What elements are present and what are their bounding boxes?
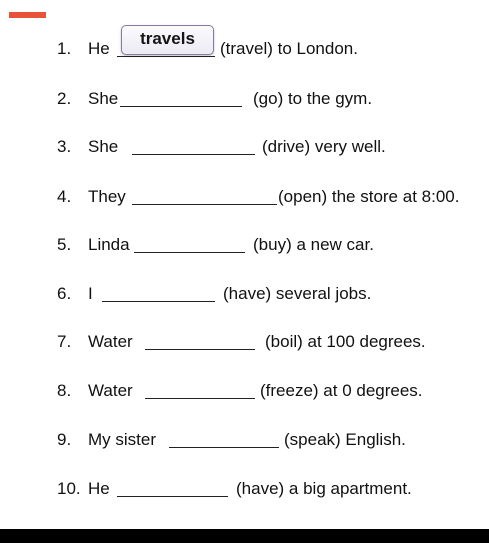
exercise-item-1 xyxy=(0,37,489,61)
item-number: 2. xyxy=(57,89,72,108)
exercise-item-4 xyxy=(0,185,489,209)
item-subject: He xyxy=(88,39,110,58)
item-verb-hint: (travel) to London. xyxy=(220,39,358,58)
item-number: 4. xyxy=(57,187,72,206)
item-number: 10. xyxy=(57,479,81,498)
item-number: 1. xyxy=(57,39,72,58)
item-verb-hint: (buy) a new car. xyxy=(253,235,374,254)
item-subject: She xyxy=(88,137,119,156)
answer-blank[interactable] xyxy=(145,349,255,350)
item-subject: My sister xyxy=(88,430,156,449)
answer-blank[interactable] xyxy=(102,301,215,302)
item-verb-hint: (go) to the gym. xyxy=(253,89,373,108)
item-verb-hint: (drive) very well. xyxy=(262,137,386,156)
exercise-item-7 xyxy=(0,330,489,354)
answer-blank[interactable] xyxy=(145,398,255,399)
item-number: 5. xyxy=(57,235,72,254)
exercise-item-8 xyxy=(0,379,489,403)
answer-blank[interactable] xyxy=(132,154,255,155)
item-verb-hint: (speak) English. xyxy=(284,430,406,449)
item-subject: I xyxy=(88,284,93,303)
answer-blank[interactable] xyxy=(132,204,277,205)
item-number: 8. xyxy=(57,381,72,400)
answer-blank[interactable] xyxy=(169,447,279,448)
exercise-item-3 xyxy=(0,135,489,159)
exercise-item-6 xyxy=(0,282,489,306)
item-number: 3. xyxy=(57,137,72,156)
item-verb-hint: (have) several jobs. xyxy=(223,284,372,303)
answer-blank[interactable] xyxy=(134,252,245,253)
item-number: 6. xyxy=(57,284,72,303)
item-subject: Linda xyxy=(88,235,130,254)
exercise-item-9 xyxy=(0,428,489,452)
exercise-item-10 xyxy=(0,477,489,501)
item-subject: Water xyxy=(88,381,133,400)
accent-bar xyxy=(9,12,46,18)
bottom-bar xyxy=(0,529,489,543)
item-verb-hint: (open) the store at 8:00. xyxy=(278,187,460,206)
answer-blank[interactable] xyxy=(120,106,242,107)
item-number: 9. xyxy=(57,430,72,449)
answer-blank[interactable] xyxy=(117,496,228,497)
item-verb-hint: (have) a big apartment. xyxy=(236,479,412,498)
draggable-answer-chip[interactable]: travels xyxy=(121,25,214,55)
answer-blank[interactable] xyxy=(117,56,215,57)
exercise-item-2 xyxy=(0,87,489,111)
item-subject: Water xyxy=(88,332,133,351)
item-subject: She xyxy=(88,89,119,108)
item-subject: They xyxy=(88,187,126,206)
item-subject: He xyxy=(88,479,110,498)
exercise-item-5 xyxy=(0,233,489,257)
item-verb-hint: (freeze) at 0 degrees. xyxy=(260,381,423,400)
item-number: 7. xyxy=(57,332,72,351)
item-verb-hint: (boil) at 100 degrees. xyxy=(265,332,426,351)
